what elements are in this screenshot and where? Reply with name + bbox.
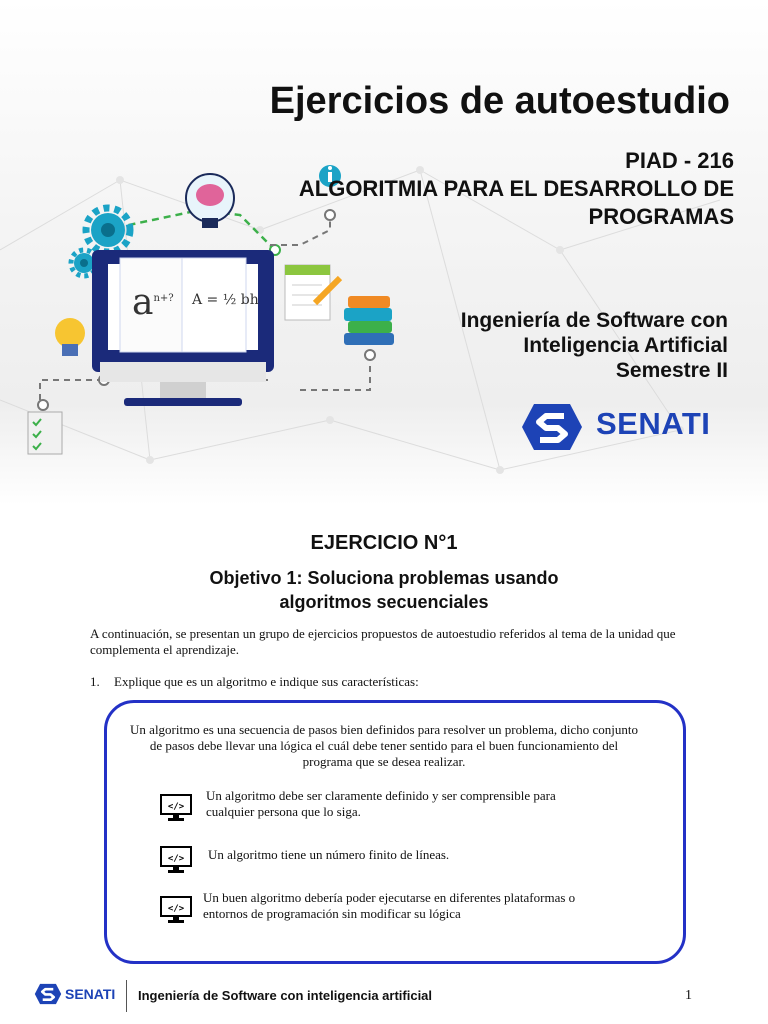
bullet-text: Un algoritmo tiene un número finito de líneas.: [208, 847, 450, 862]
path-node: [38, 400, 48, 410]
senati-footer-logo-icon: [34, 983, 62, 1005]
semester-label: Semestre II: [615, 359, 728, 382]
course-code: PIAD - 216: [625, 148, 734, 173]
notepad-icon: [285, 265, 340, 320]
code-monitor-icon: [160, 896, 192, 924]
question-text: Explique que es un algoritmo e indique sus características:: [114, 674, 419, 689]
career-line-2: Inteligencia Artificial: [523, 334, 728, 357]
senati-logo-text: SENATI: [596, 406, 711, 441]
illustration-formula-left: $a^{n+?}$: [132, 282, 174, 323]
code-monitor-icon: [160, 846, 192, 874]
intro-paragraph: A continuación, se presentan un grupo de ejercicios propuestos de autoestudio referidos al tema de la unidad que complementa el aprendizaje.: [90, 626, 676, 657]
svg-text:</>: </>: [167, 802, 185, 812]
checklist-icon: [28, 412, 62, 454]
exercise-heading: EJERCICIO N°1: [310, 532, 458, 554]
senati-footer-logo-text: SENATI: [65, 986, 116, 1002]
career-title: [368, 308, 728, 383]
bullet-text: Un buen algoritmo debería poder ejecutarse en diferentes plataformas o entornos de programación sin modificar su lógica: [203, 890, 576, 921]
illustration-formula-right: A = ½ bh: [192, 292, 259, 308]
document-title: Ejercicios de autoestudio: [269, 80, 730, 122]
course-name: ALGORITMIA PARA EL DESARROLLO DE PROGRAMAS: [298, 176, 734, 229]
objective-line-1: Objetivo 1: Soluciona problemas usando: [209, 568, 559, 588]
question-item: [90, 674, 419, 690]
code-monitor-icon: [160, 794, 192, 822]
computer-monitor-icon: [92, 250, 274, 406]
page-number: 1: [685, 988, 692, 1003]
question-number: 1.: [90, 674, 100, 689]
svg-text:</>: </>: [167, 904, 185, 914]
objective-line-2: algoritmos secuenciales: [279, 592, 489, 612]
svg-text:</>: </>: [167, 854, 185, 864]
objective-title: [184, 566, 584, 614]
bullet-text: Un algoritmo debe ser claramente definido y ser comprensible para cualquier persona que lo siga.: [206, 788, 556, 819]
footer-text: Ingeniería de Software con inteligencia artificial: [138, 988, 433, 1003]
answer-main-text: Un algoritmo es una secuencia de pasos bien definidos para resolver un problema, dicho conjunto de pasos debe llevar una lógica el cuál debe tener sentido para el buen funcionamiento del programa que se desea realizar.: [130, 722, 638, 769]
lightbulb-icon: [55, 318, 85, 356]
senati-logo-icon: [522, 402, 582, 452]
footer-divider: [126, 980, 127, 1012]
career-line-1: Ingeniería de Software con: [460, 309, 728, 332]
